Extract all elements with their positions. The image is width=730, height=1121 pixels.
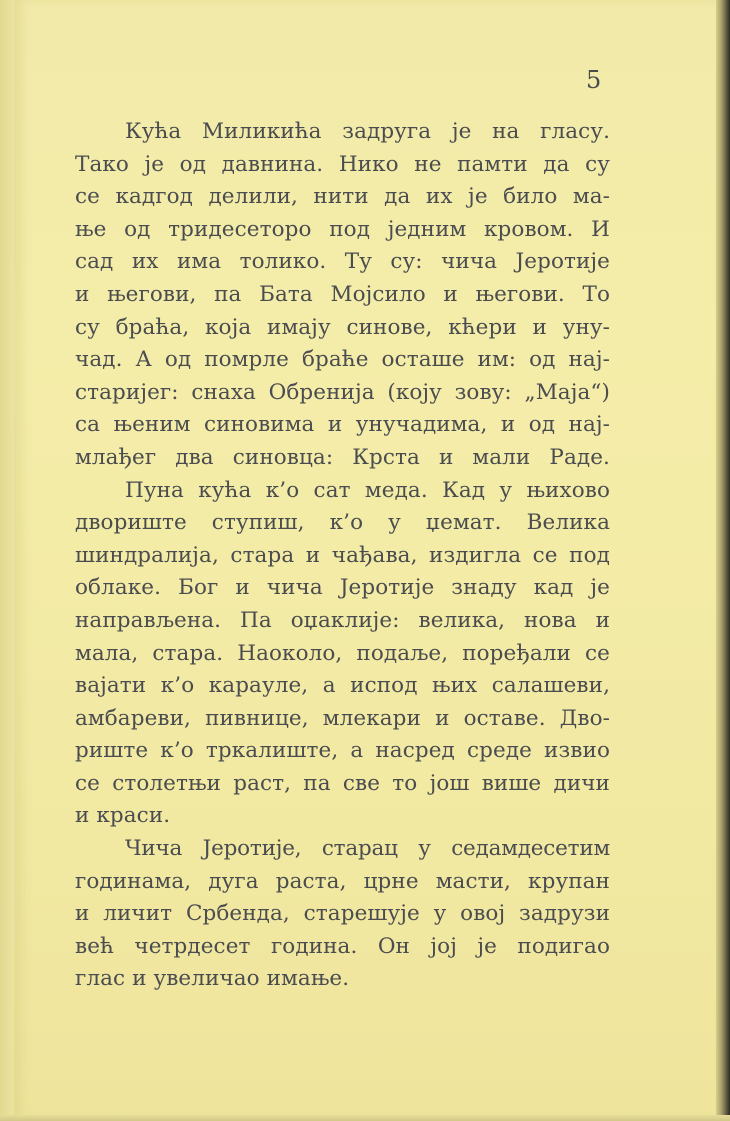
text-line: Пуна кућа к’о сат меда. Кад у њихово — [125, 477, 610, 503]
text-line: годинама, дуга раста, црне масти, крупан — [75, 868, 610, 894]
page-number: 5 — [586, 66, 602, 94]
paragraph-3 — [75, 833, 610, 996]
text-line: и краси. — [75, 803, 171, 829]
text-line: чад. А од помрле браће осташе им: од нај- — [75, 347, 610, 373]
text-line: риште к’о тркалиште, а насред среде извио — [75, 738, 610, 764]
text-line: мала, стара. Наоколо, подаље, поређали се — [75, 640, 610, 666]
text-line: двориште ступиш, к’о у џемат. Велика — [75, 510, 610, 536]
right-page-edge — [716, 0, 730, 1121]
text-line: сад их има толико. Ту су: чича Јеротије — [75, 249, 610, 275]
text-line: и његови, па Бата Мојсило и његови. То — [75, 281, 610, 307]
text-line: Чича Јеротије, старац у седамдесетим — [125, 836, 610, 862]
left-page-edge — [0, 0, 14, 1121]
text-line: са њеним синовима и унучадима, и од нај- — [75, 412, 610, 438]
text-line: облаке. Бог и чича Јеротије знаду кад је — [75, 575, 610, 601]
bottom-page-edge — [0, 1115, 730, 1121]
body-text — [75, 116, 610, 996]
text-line: се кадгод делили, нити да их је било ма- — [75, 184, 610, 210]
text-line: млађег два синовца: Крста и мали Раде. — [75, 444, 610, 470]
text-line: Кућа Миликића задруга је на гласу. — [125, 119, 610, 144]
text-line: и личит Србенда, старешује у овој задрузи — [75, 901, 610, 927]
text-line: амбареви, пивнице, млекари и оставе. Дво- — [75, 705, 610, 731]
text-line: Тако је од давнина. Нико не памти да су — [75, 151, 610, 177]
text-line: се столетњи раст, па све то још више дичи — [75, 770, 610, 796]
text-line: глас и увеличао имање. — [75, 966, 350, 992]
text-line: шиндралија, стара и чађава, издигла се под — [75, 542, 610, 568]
text-line: ње од тридесеторо под једним кровом. И — [75, 216, 610, 242]
text-line: већ четрдесет година. Он јој је подигао — [75, 933, 610, 959]
paragraph-2 — [75, 475, 610, 834]
paragraph-1 — [75, 116, 610, 475]
text-line: вајати к’о карауле, а испод њих салашеви, — [75, 673, 610, 699]
text-line: направљена. Па оџаклије: велика, нова и — [75, 607, 610, 633]
text-line: старијег: снаха Обренија (коју зову: „Маја“) — [75, 379, 610, 405]
text-line: су браћа, која имају синове, кћери и уну- — [75, 314, 610, 340]
